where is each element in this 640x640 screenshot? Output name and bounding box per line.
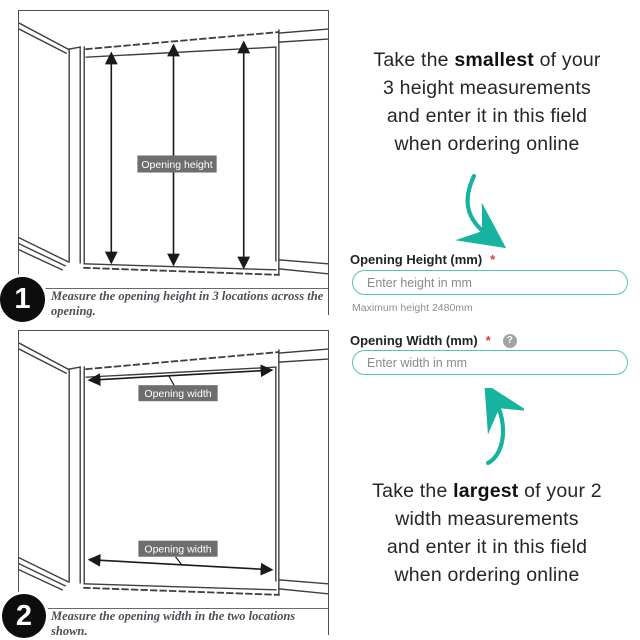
- step-2-badge: 2: [2, 594, 46, 638]
- opening-width-label-bottom: [138, 541, 217, 557]
- width-diagram-caption: Measure the opening width in the two locations shown.: [19, 608, 328, 639]
- opening-height-field-label: [350, 252, 495, 267]
- curved-arrow-down-icon: [456, 172, 516, 250]
- max-height-helper-text: Maximum height 2480mm: [352, 302, 473, 314]
- height-measurement-arrows: [111, 42, 243, 268]
- height-diagram-panel: [18, 10, 329, 318]
- instruction-line: Take the largest of your 2: [372, 480, 602, 502]
- opening-width-field-label: [350, 333, 517, 348]
- width-diagram-svg: [19, 331, 328, 608]
- opening-width-label-bottom-text: Opening width: [144, 543, 212, 556]
- opening-width-label-top: [138, 385, 217, 401]
- width-diagram-drawing: [19, 331, 328, 608]
- room-outline-drawing: [19, 343, 328, 595]
- required-asterisk: *: [485, 333, 491, 348]
- instruction-line: when ordering online: [394, 564, 580, 586]
- instruction-line: when ordering online: [394, 133, 580, 155]
- opening-width-input[interactable]: [352, 350, 628, 375]
- opening-height-label: [137, 155, 216, 172]
- step-1-badge: 1: [0, 277, 45, 322]
- curved-arrow-up-icon: [478, 388, 524, 468]
- height-instruction-text: [346, 46, 628, 158]
- instruction-line: width measurements: [395, 508, 579, 530]
- opening-width-label-text: Opening Width (mm): [350, 333, 478, 348]
- instruction-line: and enter it in this field: [386, 105, 588, 127]
- required-asterisk: *: [490, 252, 496, 267]
- height-diagram-svg: [19, 11, 328, 288]
- width-diagram-panel: [18, 330, 329, 638]
- width-instruction-text: [346, 477, 628, 589]
- question-help-icon[interactable]: ?: [503, 334, 517, 348]
- opening-width-label-top-text: Opening width: [144, 388, 212, 401]
- opening-height-input[interactable]: [352, 270, 628, 295]
- instruction-line: and enter it in this field: [386, 536, 588, 558]
- opening-height-label-text: Opening Height (mm): [350, 252, 483, 267]
- height-diagram-drawing: [19, 11, 328, 288]
- instruction-line: 3 height measurements: [383, 77, 591, 99]
- opening-height-label-text: Opening height: [141, 159, 213, 172]
- height-diagram-caption: Measure the opening height in 3 locations across the opening.: [19, 288, 328, 319]
- instruction-line: Take the smallest of your: [373, 49, 601, 71]
